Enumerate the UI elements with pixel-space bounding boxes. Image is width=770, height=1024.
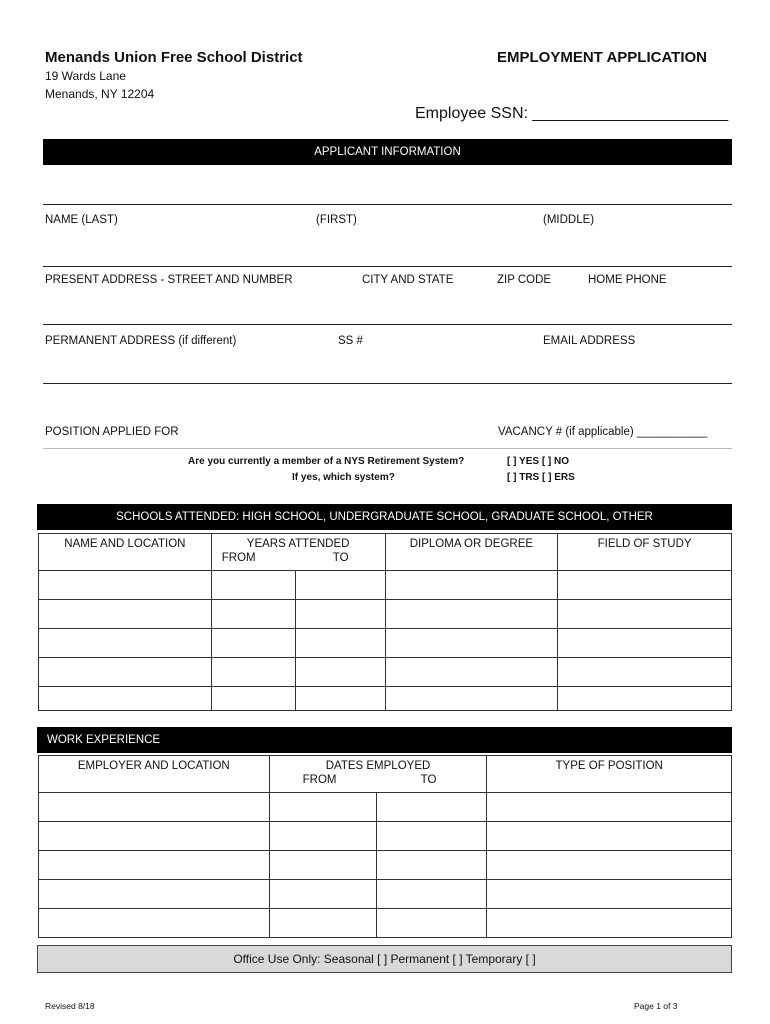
schools-col-years	[211, 534, 385, 571]
work-col-employer-label: EMPLOYER AND LOCATION	[77, 760, 230, 772]
work-table	[38, 755, 732, 938]
name-middle-label: (MIDDLE)	[543, 214, 595, 226]
schools-from-label: FROM	[221, 552, 256, 564]
position-line[interactable]	[43, 383, 732, 384]
page-number: Page 1 of 3	[634, 1001, 678, 1011]
work-to-label: TO	[420, 774, 437, 786]
work-from-label: FROM	[302, 774, 337, 786]
zip-code-label: ZIP CODE	[497, 274, 552, 286]
schools-col-name-label: NAME AND LOCATION	[64, 538, 186, 550]
table-row[interactable]	[39, 687, 732, 711]
ss-number-label: SS #	[338, 335, 363, 347]
district-name: Menands Union Free School District	[45, 49, 303, 66]
name-line[interactable]	[43, 204, 732, 205]
revised-date: Revised 8/18	[45, 1001, 95, 1011]
work-col-dates-label: DATES EMPLOYED	[325, 760, 431, 772]
table-row[interactable]	[39, 909, 732, 938]
email-address-label: EMAIL ADDRESS	[543, 335, 636, 347]
work-col-type-label: TYPE OF POSITION	[555, 760, 663, 772]
schools-col-diploma-label: DIPLOMA OR DEGREE	[409, 538, 534, 550]
schools-table	[38, 533, 732, 711]
home-phone-label: HOME PHONE	[588, 274, 667, 286]
schools-col-years-label: YEARS ATTENDED	[246, 538, 350, 550]
table-row[interactable]	[39, 851, 732, 880]
name-last-label: NAME (LAST)	[45, 214, 118, 226]
district-address-line1: 19 Wards Lane	[45, 69, 126, 83]
employee-ssn-field[interactable]: Employee SSN: ______________________	[415, 105, 729, 122]
position-applied-label: POSITION APPLIED FOR	[45, 426, 179, 438]
retirement-system-checkboxes[interactable]: [ ] TRS [ ] ERS	[507, 472, 575, 483]
schools-col-name	[39, 534, 212, 571]
work-header-row	[39, 756, 732, 793]
table-row[interactable]	[39, 822, 732, 851]
table-row[interactable]	[39, 571, 732, 600]
retirement-question: Are you currently a member of a NYS Retirement System?	[188, 456, 465, 467]
table-row[interactable]	[39, 629, 732, 658]
name-first-label: (FIRST)	[316, 214, 357, 226]
table-row[interactable]	[39, 880, 732, 909]
office-use-only-box[interactable]: Office Use Only: Seasonal [ ] Permanent [ ] Temporary [ ]	[37, 945, 732, 973]
form-title: EMPLOYMENT APPLICATION	[497, 49, 707, 66]
permanent-address-label: PERMANENT ADDRESS (if different)	[45, 335, 237, 347]
schools-col-diploma	[385, 534, 558, 571]
vacancy-number-field[interactable]: VACANCY # (if applicable) ___________	[498, 426, 708, 438]
table-row[interactable]	[39, 793, 732, 822]
city-state-label: CITY AND STATE	[362, 274, 454, 286]
schools-attended-bar: SCHOOLS ATTENDED: HIGH SCHOOL, UNDERGRADUATE SCHOOL, GRADUATE SCHOOL, OTHER	[37, 504, 732, 530]
position-divider	[43, 448, 732, 449]
work-experience-bar: WORK EXPERIENCE	[37, 727, 732, 753]
table-row[interactable]	[39, 658, 732, 687]
schools-to-label: TO	[332, 552, 349, 564]
work-col-type	[487, 756, 732, 793]
district-address-line2: Menands, NY 12204	[45, 87, 155, 101]
table-row[interactable]	[39, 600, 732, 629]
work-col-employer	[39, 756, 270, 793]
applicant-information-bar: APPLICANT INFORMATION	[43, 139, 732, 165]
retirement-yes-no-checkboxes[interactable]: [ ] YES [ ] NO	[507, 456, 570, 467]
work-col-dates	[269, 756, 487, 793]
present-address-label: PRESENT ADDRESS - STREET AND NUMBER	[45, 274, 293, 286]
present-address-line[interactable]	[43, 266, 732, 267]
schools-col-field	[558, 534, 732, 571]
retirement-which-question: If yes, which system?	[292, 472, 395, 483]
schools-col-field-label: FIELD OF STUDY	[597, 538, 692, 550]
schools-header-row	[39, 534, 732, 571]
schools-years-subheader	[212, 552, 385, 564]
work-dates-subheader	[270, 774, 487, 786]
permanent-address-line[interactable]	[43, 324, 732, 325]
